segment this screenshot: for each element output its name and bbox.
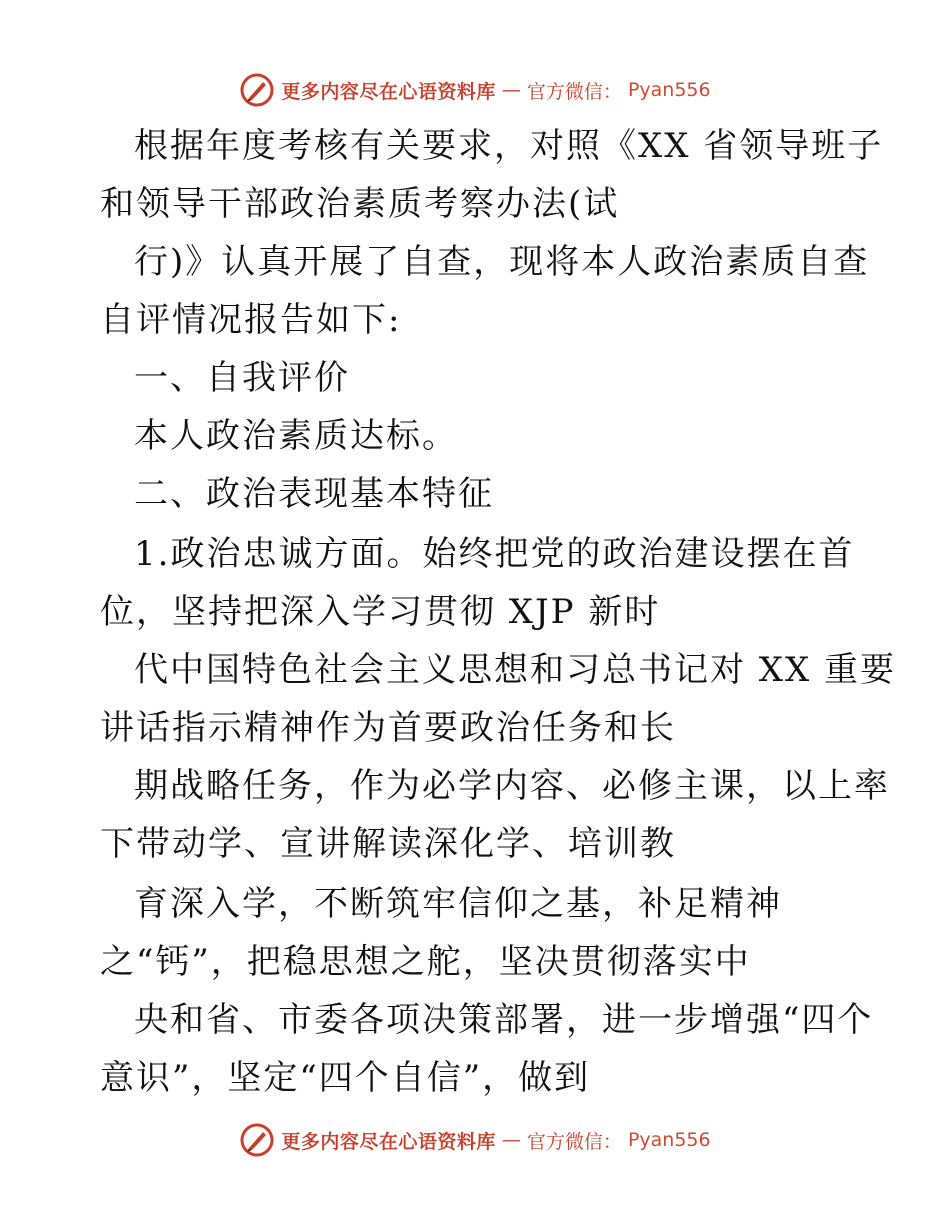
paragraph-line: 央和省、市委各项决策部署，进一步增强“四个 <box>134 1000 874 1040</box>
watermark-wechat-handle: Pyan556 <box>627 1129 711 1151</box>
paragraph-line: 讲话指示精神作为首要政治任务和长 <box>100 708 676 748</box>
watermark-official-label: 官方微信： <box>526 80 622 103</box>
paragraph-line: 意识”，坚定“四个自信”，做到 <box>100 1058 591 1098</box>
pen-logo-icon <box>239 1122 275 1158</box>
paragraph-line: 行)》认真开展了自查，现将本人政治素质自查 <box>134 242 870 282</box>
watermark-wechat-handle: Pyan556 <box>627 79 711 101</box>
watermark-separator: — <box>501 1129 521 1151</box>
paragraph-line: 根据年度考核有关要求，对照《XX 省领导班子 <box>134 126 884 166</box>
paragraph-line: 位，坚持把深入学习贯彻 XJP 新时 <box>100 592 661 632</box>
paragraph-line: 育深入学，不断筑牢信仰之基，补足精神 <box>134 884 782 924</box>
watermark-brand: 更多内容尽在心语资料库 <box>281 1130 496 1153</box>
paragraph-line: 代中国特色社会主义思想和习总书记对 XX 重要 <box>134 650 897 690</box>
watermark-footer <box>0 1118 950 1162</box>
paragraph-line: 本人政治素质达标。 <box>134 416 458 456</box>
watermark-brand: 更多内容尽在心语资料库 <box>281 80 496 103</box>
paragraph-line: 之“钙”，把稳思想之舵，坚决贯彻落实中 <box>100 942 751 982</box>
section-heading: 二、政治表现基本特征 <box>134 474 494 514</box>
watermark-separator: — <box>501 79 521 101</box>
paragraph-line: 自评情况报告如下: <box>100 300 402 340</box>
section-heading: 一、自我评价 <box>134 358 350 398</box>
paragraph-line: 期战略任务，作为必学内容、必修主课，以上率 <box>134 766 890 806</box>
paragraph-line: 下带动学、宣讲解读深化学、培训教 <box>100 824 676 864</box>
paragraph-line: 1.政治忠诚方面。始终把党的政治建设摆在首 <box>134 534 855 574</box>
watermark-official-label: 官方微信： <box>526 1130 622 1153</box>
paragraph-line: 和领导干部政治素质考察办法(试 <box>100 184 620 224</box>
